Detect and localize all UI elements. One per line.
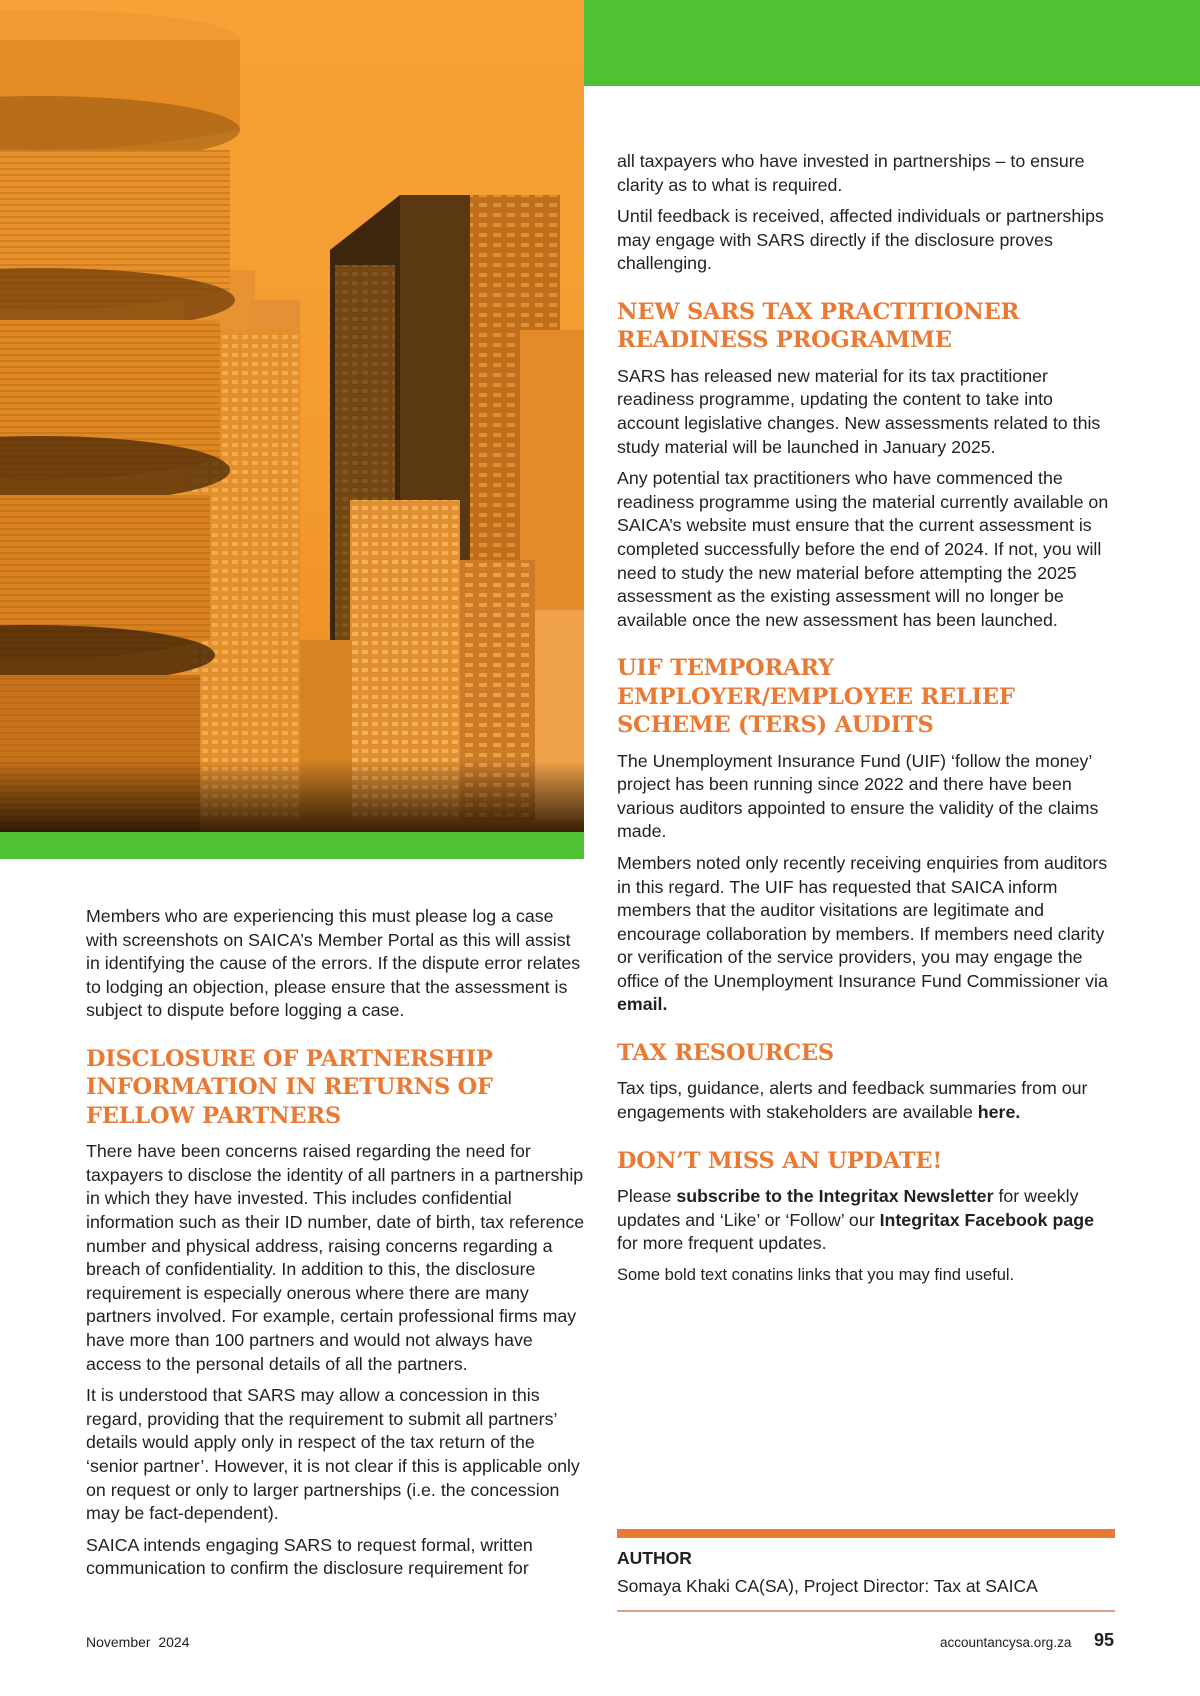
author-name: Somaya Khaki CA(SA), Project Director: Tax at SAICA [617,1576,1038,1596]
paragraph-text: Members noted only recently receiving enquiries from auditors in this regard. The UIF has requested that SAICA inform members that the auditor visitations are legitimate and encourage collaboration by members. If members need clarity or verification of the service providers, you may engage the office of the Unemployment Insurance Fund Commissioner via [617,852,1108,991]
green-accent-block [584,0,1200,86]
hero-image [0,0,584,832]
links-note: Some bold text conatins links that you may find useful. [617,1265,1015,1284]
paragraph: all taxpayers who have invested in partnerships – to ensure clarity as to what is required. [617,151,1085,195]
author-heading: AUTHOR [617,1548,692,1568]
paragraph: There have been concerns raised regarding the need for taxpayers to disclose the identity of all partners in a partnership in which they have invested. This includes confidential information such as their ID number, date of birth, tax reference number and physical address, raising concerns regarding a breach of confidentiality. In addition to this, the disclosure requirement is especially onerous where there are many partners involved. For example, certain professional firms may have more than 100 partners and would not always have access to the personal details of all the partners. [86,1141,585,1374]
here-link[interactable]: here. [977,1102,1021,1123]
right-column [617,150,1117,1295]
section-heading-readiness: NEW SARS TAX PRACTITIONER READINESS PROGRAMME [617,298,1020,354]
green-accent-strip [0,832,584,859]
newsletter-link[interactable]: subscribe to the Integritax Newsletter [676,1186,994,1207]
paragraph: It is understood that SARS may allow a concession in this regard, providing that the requirement to submit all partners’ details would apply only in respect of the tax return of the ‘senior partner’. However, it is not clear if this is applicable only on request or only to larger partnerships (i.e. the concession may be fact-dependent). [86,1385,580,1524]
stacked-coins-and-city-skyline-icon [0,0,584,832]
paragraph: SARS has released new material for its tax practitioner readiness programme, updating the content to take into account legislative changes. New assessments related to this study material will be launched in January 2025. [617,365,1101,457]
paragraph: SAICA intends engaging SARS to request formal, written communication to confirm the disclosure requirement for [86,1534,533,1579]
paragraph-text: for more frequent updates. [617,1233,827,1254]
section-heading-disclosure: DISCLOSURE OF PARTNERSHIP INFORMATION IN RETURNS OF FELLOW PARTNERS [86,1045,493,1129]
paragraph-text: for weekly updates and ‘Like’ or ‘Follow’ our [617,1186,1079,1230]
footer-website: accountancysa.org.za [940,1635,1072,1650]
section-heading-uif: UIF TEMPORARY EMPLOYER/EMPLOYEE RELIEF SCHEME (TERS) AUDITS [617,655,1015,739]
author-divider [617,1610,1115,1612]
paragraph [617,1077,1117,1124]
paragraph-text: Please [617,1186,677,1207]
page-number: 95 [1094,1630,1115,1650]
paragraph: Until feedback is received, affected individuals or partnerships may engage with SARS directly if the disclosure proves challenging. [617,206,1104,274]
section-heading-update: DON’T MISS AN UPDATE! [617,1147,943,1174]
paragraph-text: Tax tips, guidance, alerts and feedback summaries from our engagements with stakeholders are available [617,1078,1088,1123]
facebook-link[interactable]: Integritax Facebook page [879,1209,1094,1230]
email-link[interactable]: email. [617,994,668,1015]
paragraph: The Unemployment Insurance Fund (UIF) ‘follow the money’ project has been running since 2022 and there have been various auditors appointed to ensure the validity of the claims made. [617,750,1099,842]
author-accent-bar [617,1529,1115,1538]
intro-paragraph: Members who are experiencing this must please log a case with screenshots on SAICA’s Member Portal as this will assist in identifying the cause of the errors. If the dispute error relates to lodging an objection, please ensure that the assessment is subject to dispute before logging a case. [86,906,581,1021]
left-column [86,905,586,1589]
paragraph [617,1185,1117,1256]
paragraph: Any potential tax practitioners who have commenced the readiness programme using the material currently available on SAICA’s website must ensure that the current assessment is completed successfully before the end of 2024. If not, you will need to study the new material before attempting the 2025 assessment as the existing assessment will no longer be available once the new assessment has been launched. [617,468,1109,630]
footer-date: November 2024 [86,1634,190,1650]
section-heading-resources: TAX RESOURCES [617,1040,834,1067]
paragraph [617,852,1117,1017]
